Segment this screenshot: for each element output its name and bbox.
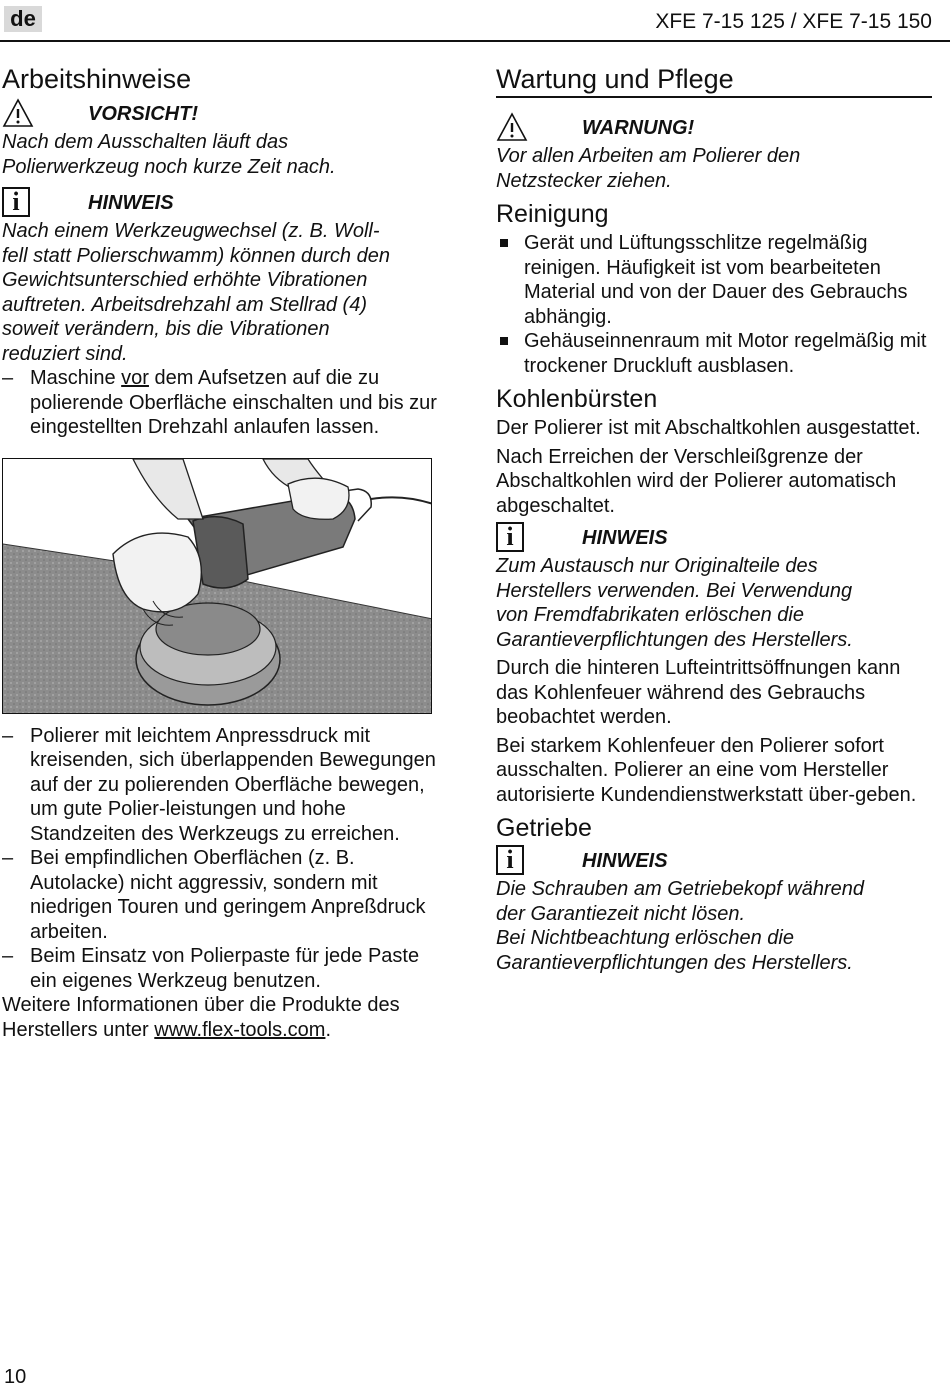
- caution-text: [2, 130, 442, 179]
- more-info-paragraph: [2, 993, 442, 1042]
- language-badge: de: [4, 6, 42, 32]
- warning-notice-header: [496, 112, 932, 144]
- caution-line: Nach dem Ausschalten läuft das: [2, 131, 289, 153]
- hint-line: Die Schrauben am Getriebekopf während: [496, 878, 864, 900]
- info-icon: i: [2, 187, 30, 217]
- more-info-text: Weitere Informationen über die Produkte des Herstellers unter: [2, 994, 400, 1041]
- list-item: [2, 366, 442, 440]
- warning-triangle-icon: [496, 112, 528, 144]
- hint-label: HINWEIS: [582, 526, 668, 549]
- hint-notice-header: [496, 845, 932, 877]
- info-icon-wrap: [2, 187, 34, 219]
- hint-notice-header: [2, 187, 442, 219]
- caution-line: Polierwerkzeug noch kurze Zeit nach.: [2, 155, 336, 178]
- step-list-before: [2, 366, 442, 440]
- step-text: dem Aufsetzen auf die zu polierende Oberfläche einschalten und bis zur eingestellten Drehzahl anlaufen lassen.: [30, 367, 437, 438]
- manufacturer-link[interactable]: www.flex-tools.com: [154, 1018, 326, 1041]
- info-icon-wrap: [496, 522, 528, 554]
- caution-label: VORSICHT!: [88, 102, 198, 125]
- hint-line: fell statt Polierschwamm) können durch den: [2, 244, 390, 267]
- info-icon-wrap: [496, 845, 528, 877]
- step-list: [2, 724, 442, 994]
- page-number: 10: [4, 1366, 27, 1388]
- warning-line: Netzstecker ziehen.: [496, 169, 672, 192]
- subheading-getriebe: Getriebe: [496, 814, 592, 842]
- info-icon: i: [496, 522, 524, 552]
- hint-line: reduziert sind.: [2, 342, 128, 365]
- paragraph: Durch die hinteren Lufteintrittsöffnungen kann das Kohlenfeuer während des Gebrauchs beobachtet werden.: [496, 657, 901, 728]
- list-item: – Beim Einsatz von Polierpaste für jede Paste ein eigenes Werkzeug benutzen.: [2, 944, 442, 993]
- warning-label: WARNUNG!: [582, 116, 695, 139]
- list-item: – Bei empfindlichen Oberflächen (z. B. Autolacke) nicht aggressiv, sondern mit niedrigen Touren und geringem Anpreßdruck arbeiten.: [2, 846, 442, 944]
- model-title: XFE 7-15 125 / XFE 7-15 150: [655, 10, 932, 33]
- hint-line: auftreten. Arbeitsdrehzahl am Stellrad (4): [2, 293, 367, 316]
- warning-line: Vor allen Arbeiten am Polierer den: [496, 145, 801, 167]
- more-info-text: .: [325, 1018, 331, 1041]
- header-rule: [0, 40, 950, 42]
- hint-line: Garantieverpflichtungen des Herstellers.: [496, 628, 853, 651]
- left-column: [2, 62, 442, 1046]
- hint-line: der Garantiezeit nicht lösen.: [496, 902, 746, 925]
- hint-label: HINWEIS: [582, 849, 668, 872]
- hint-line: von Fremdfabrikaten erlöschen die: [496, 604, 804, 626]
- warning-triangle-icon: [2, 98, 34, 130]
- hint-line: soweit verändern, bis die Vibrationen: [2, 318, 330, 340]
- hint-label: HINWEIS: [88, 191, 174, 214]
- list-item: Gerät und Lüftungsschlitze regelmäßig reinigen. Häufigkeit ist vom bearbeiteten Material und von der Dauer des Gebrauchs abhängig.: [496, 231, 932, 329]
- hint-text: [496, 554, 932, 652]
- hint-line: Gewichtsunterschied erhöhte Vibrationen: [2, 269, 368, 291]
- warning-text: [496, 144, 932, 193]
- info-icon: i: [496, 845, 524, 875]
- hint-line: Herstellers verwenden. Bei Verwendung: [496, 579, 853, 602]
- step-text: Maschine: [30, 367, 122, 389]
- cleaning-list: [496, 231, 932, 378]
- caution-notice-header: [2, 98, 442, 130]
- subheading-reinigung: Reinigung: [496, 200, 609, 228]
- subheading-kohlenbuersten: Kohlenbürsten: [496, 385, 658, 413]
- section-heading-arbeitshinweise: Arbeitshinweise: [2, 64, 192, 94]
- list-item: Gehäuseinnenraum mit Motor regelmäßig mit trockener Druckluft ausblasen.: [496, 329, 932, 378]
- hint-line: Bei Nichtbeachtung erlöschen die: [496, 927, 794, 949]
- hint-text: [2, 219, 442, 366]
- hint-notice-header: [496, 522, 932, 554]
- hint-line: Nach einem Werkzeugwechsel (z. B. Woll-: [2, 220, 380, 242]
- list-item: – Polierer mit leichtem Anpressdruck mit kreisenden, sich überlappenden Bewegungen auf der zu polierenden Oberfläche bewegen, um gute Polier-leistungen und hohe Standzeiten des Werkzeugs zu erreichen.: [2, 724, 442, 847]
- hint-text: [496, 877, 932, 975]
- polisher-illustration: [2, 458, 432, 714]
- paragraph: Der Polierer ist mit Abschaltkohlen ausgestattet.: [496, 417, 921, 439]
- hint-line: Zum Austausch nur Originalteile des: [496, 555, 818, 577]
- paragraph: Nach Erreichen der Verschleißgrenze der Abschaltkohlen wird der Polierer automatisch abgeschaltet.: [496, 445, 897, 517]
- paragraph: Bei starkem Kohlenfeuer den Polierer sofort ausschalten. Polierer an eine vom Hersteller autorisierte Kundendienstwerkstatt über-geben.: [496, 734, 917, 806]
- hint-line: Garantieverpflichtungen des Herstellers.: [496, 951, 853, 974]
- step-emphasis: vor: [121, 367, 149, 389]
- section-heading-wartung: Wartung und Pflege: [496, 62, 932, 98]
- right-column: [496, 62, 932, 975]
